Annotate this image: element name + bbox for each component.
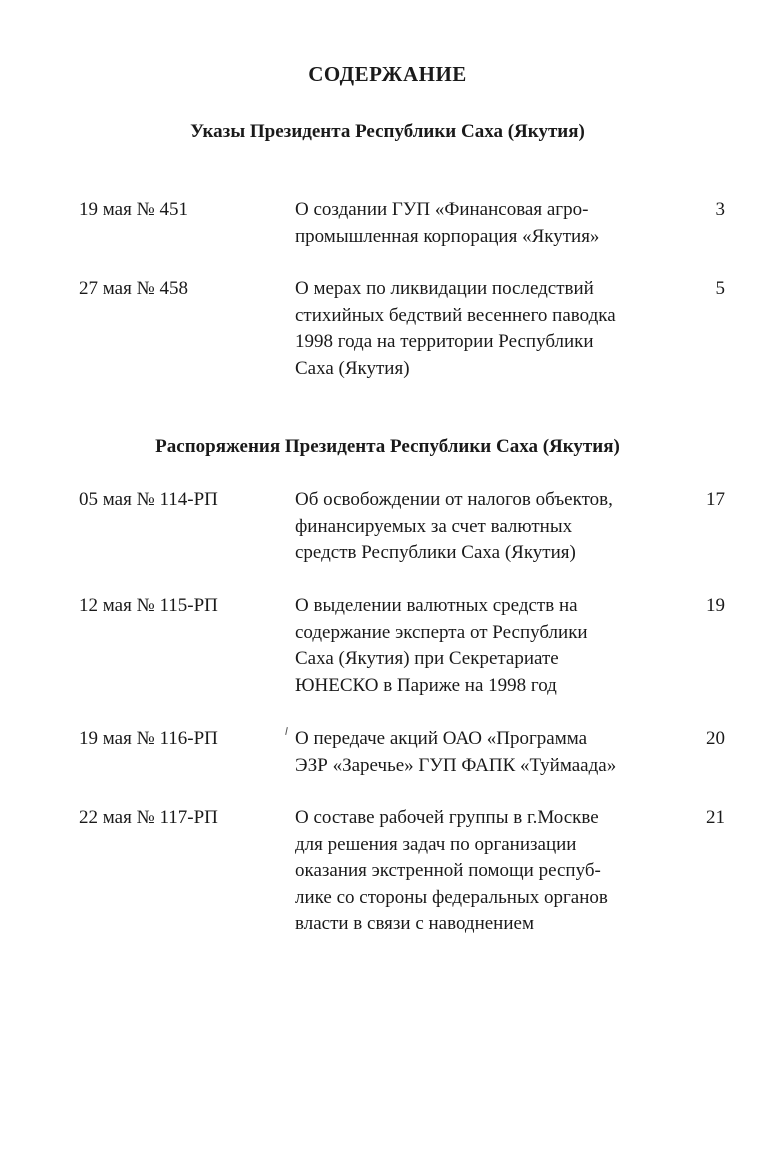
entry-title-line: Саха (Якутия)	[295, 357, 410, 379]
entry-title-line: О мерах по ликвидации последствий	[295, 278, 594, 299]
entry-title-line: стихийных бедствий весеннего паводка	[295, 304, 616, 326]
entry-title-line: ЮНЕСКО в Париже на 1998 год	[295, 674, 557, 696]
entry-date: 05 мая № 114-РП	[79, 489, 218, 510]
entry-title	[295, 487, 690, 567]
entry-title-line: О составе рабочей группы в г.Москве	[295, 807, 599, 828]
entry-title-line: Саха (Якутия) при Секретариате	[295, 648, 559, 669]
entry-date: 27 мая № 458	[79, 278, 188, 299]
entry-page-number: 3	[715, 199, 725, 220]
entry-page-number: 21	[706, 807, 725, 828]
entry-title-line: промышленная корпорация «Якутия»	[295, 225, 600, 247]
entry-title-line: ЭЗР «Заречье» ГУП ФАПК «Туймаада»	[295, 754, 617, 776]
entry-title-line: для решения задач по организации	[295, 833, 577, 855]
scan-mark	[285, 727, 288, 735]
entry-page-number: 19	[706, 595, 725, 616]
entry-title	[295, 276, 690, 382]
entry-page-number: 5	[715, 278, 725, 299]
entry-title	[295, 197, 690, 250]
entry-title-line: финансируемых за счет валютных	[295, 515, 573, 537]
section-heading-orders: Распоряжения Президента Республики Саха (Якутия)	[155, 436, 620, 457]
entry-title	[295, 593, 690, 699]
entry-date: 22 мая № 117-РП	[79, 807, 218, 828]
entry-title	[295, 805, 690, 938]
page-title: СОДЕРЖАНИЕ	[308, 62, 467, 86]
entry-date: 19 мая № 451	[79, 199, 188, 220]
entry-title-line: содержание эксперта от Республики	[295, 621, 588, 643]
entry-title-line: оказания экстренной помощи респуб-	[295, 860, 601, 881]
section-heading-decrees: Указы Президента Республики Саха (Якутия)	[190, 121, 585, 142]
entry-title-line: 1998 года на территории Республики	[295, 331, 594, 352]
entry-title	[295, 726, 690, 779]
entry-title-line: Об освобождении от налогов объектов,	[295, 489, 613, 510]
entry-title-line: О выделении валютных средств на	[295, 595, 578, 616]
entry-date: 19 мая № 116-РП	[79, 728, 218, 749]
entry-date: 12 мая № 115-РП	[79, 595, 218, 616]
entry-title-line: О передаче акций ОАО «Программа	[295, 728, 588, 749]
entry-page-number: 20	[706, 728, 725, 749]
entry-title-line: средств Республики Саха (Якутия)	[295, 542, 576, 563]
entry-page-number: 17	[706, 489, 725, 510]
entry-title-line: лике со стороны федеральных органов	[295, 886, 608, 908]
entry-title-line: власти в связи с наводнением	[295, 913, 534, 934]
entry-title-line: О создании ГУП «Финансовая агро-	[295, 199, 589, 220]
